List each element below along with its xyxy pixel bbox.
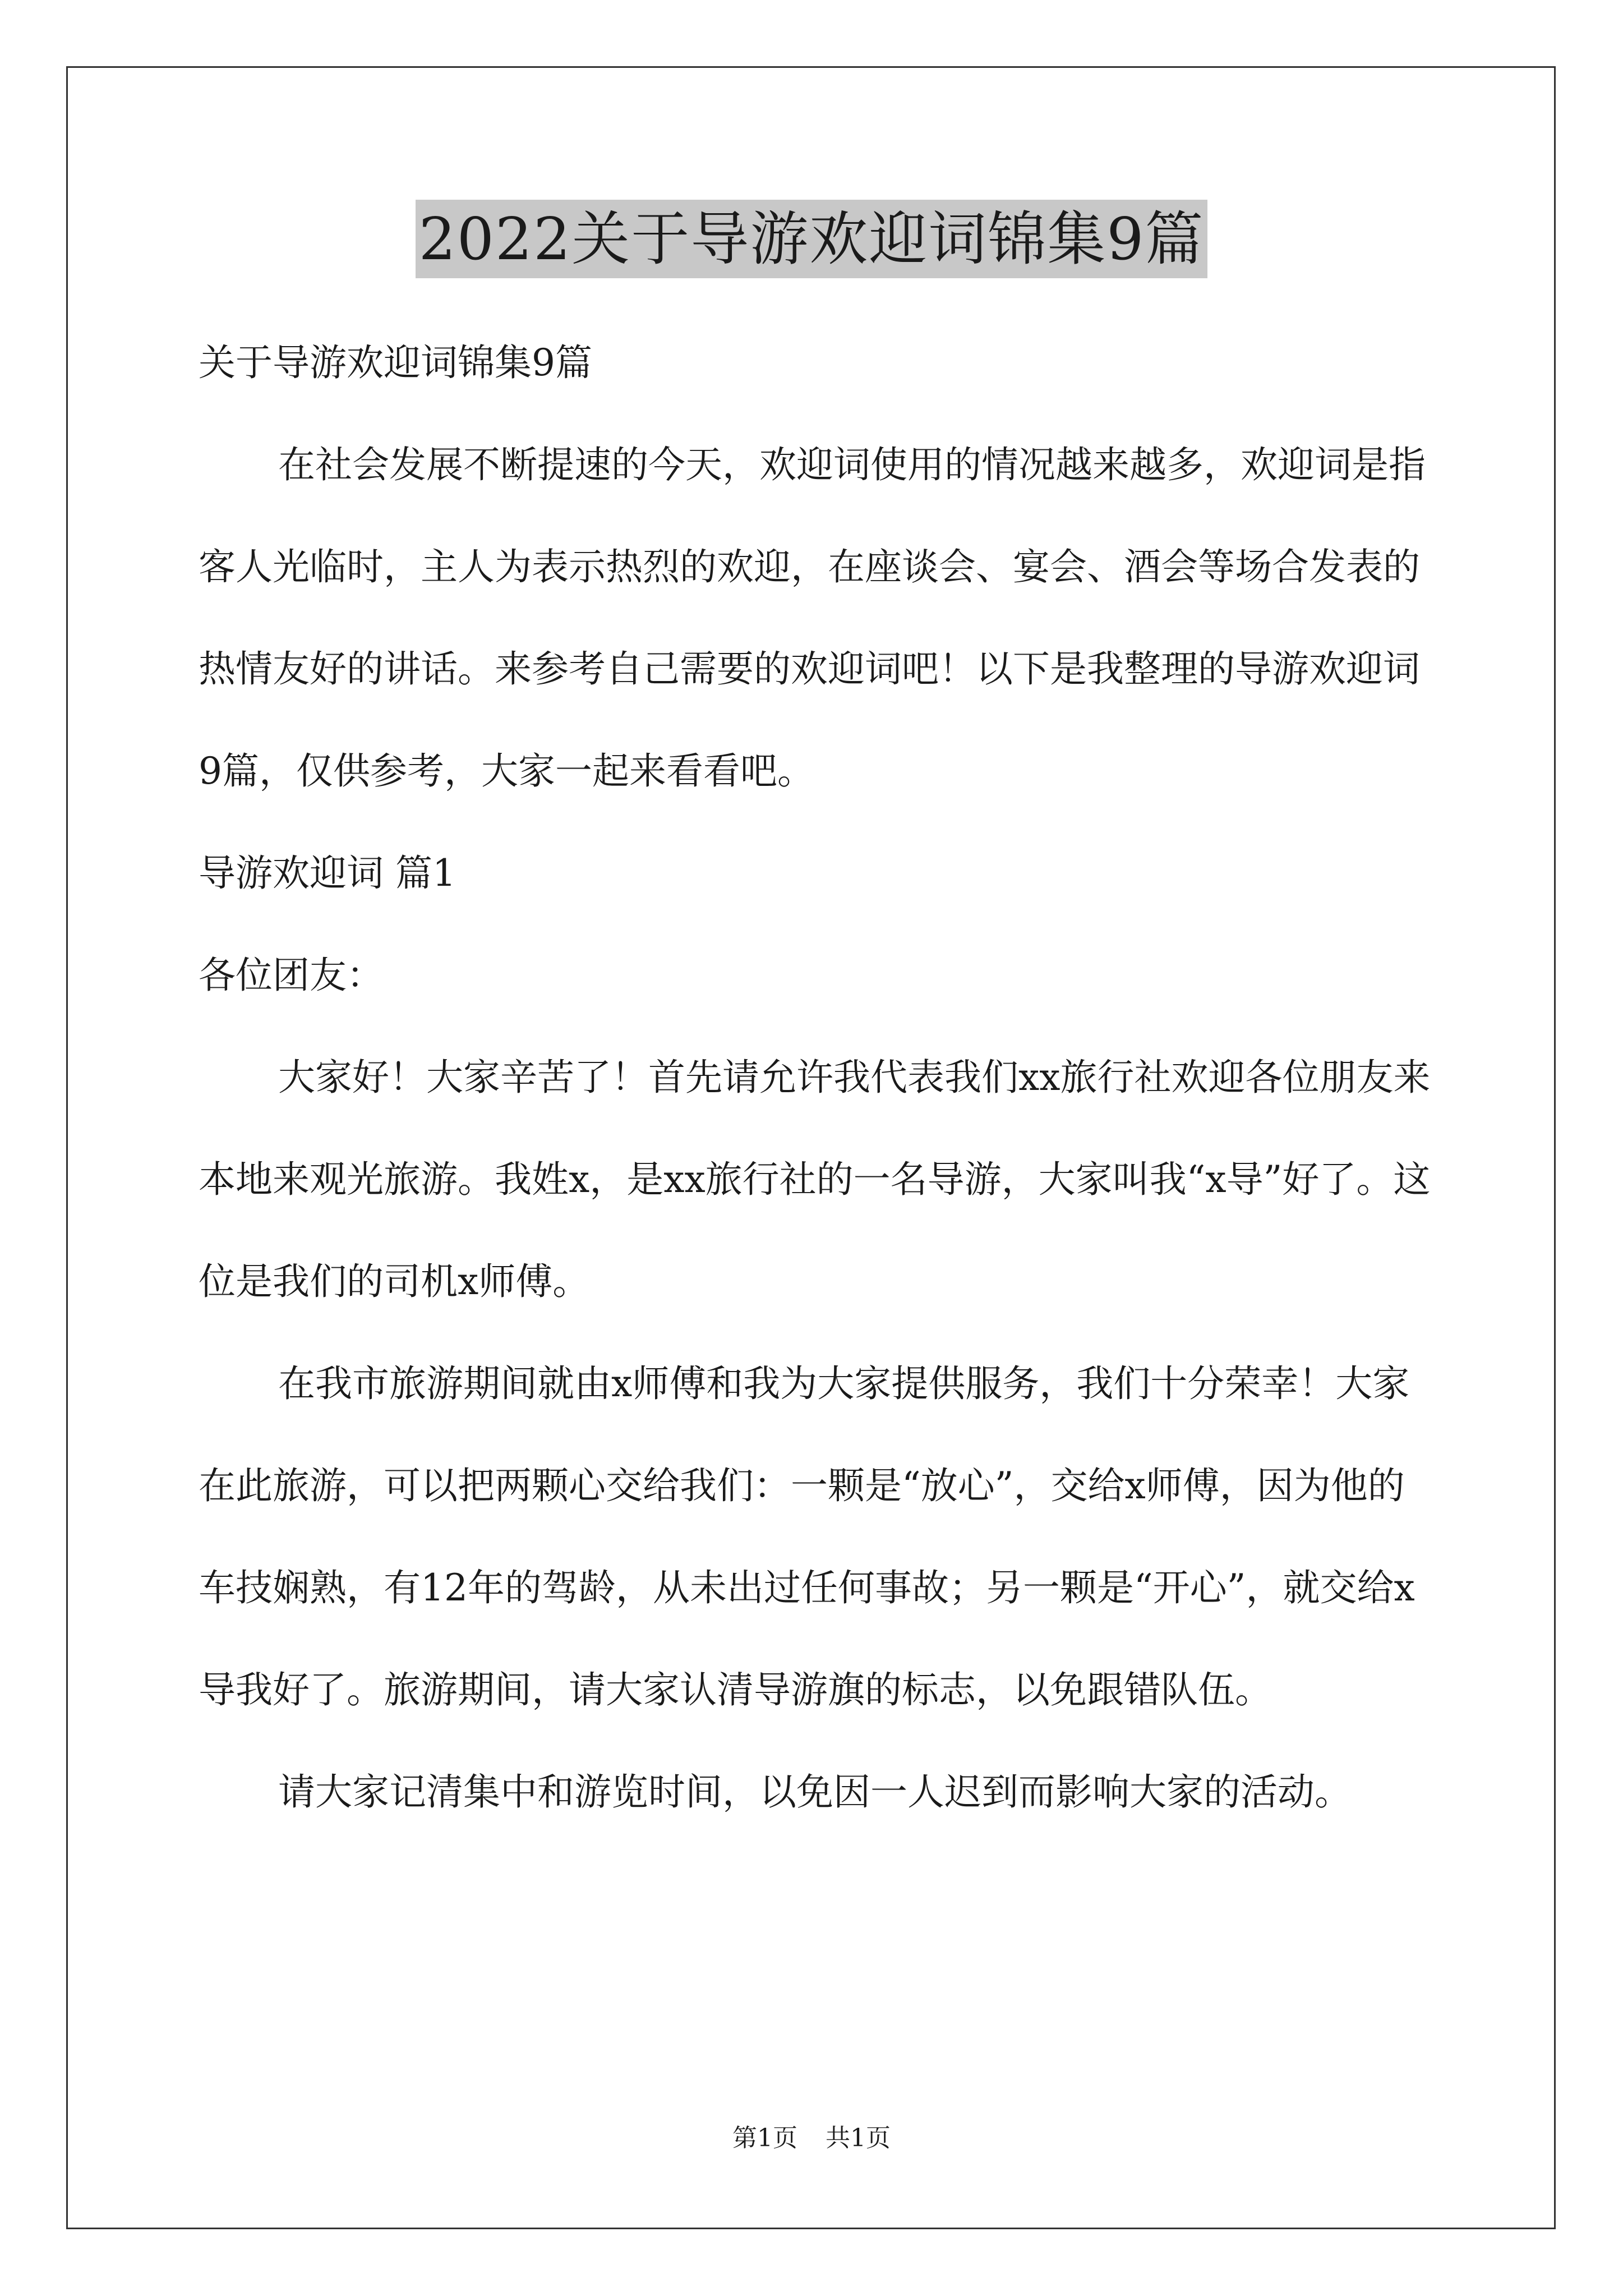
- title-container: [0, 200, 1623, 278]
- page-total: 共1页: [826, 2124, 891, 2152]
- document-body: [199, 312, 1432, 1843]
- salutation: 各位团友：: [199, 954, 384, 997]
- section-heading: 导游欢迎词 篇1: [199, 852, 456, 895]
- page-footer: [0, 2122, 1623, 2155]
- body-paragraph-3: 请大家记清集中和游览时间，以免因一人迟到而影响大家的活动。: [278, 1770, 1352, 1814]
- body-paragraph-2: 在我市旅游期间就由x师傅和我为大家提供服务，我们十分荣幸！大家在此旅游，可以把两颗心交给我们：一颗是“放心”，交给x师傅，因为他的车技娴熟，有12年的驾龄，从未出过任何事故；另一颗是“开心”，就交给x导我好了。旅游期间，请大家认清导游旗的标志，以免跟错队伍。: [199, 1362, 1415, 1711]
- document-title: 2022关于导游欢迎词锦集9篇: [416, 200, 1208, 278]
- document-subtitle: 关于导游欢迎词锦集9篇: [199, 341, 592, 384]
- body-paragraph-1: 大家好！大家辛苦了！首先请允许我代表我们xx旅行社欢迎各位朋友来本地来观光旅游。我姓x，是xx旅行社的一名导游，大家叫我“x导”好了。这位是我们的司机x师傅。: [199, 1056, 1431, 1303]
- intro-paragraph: 在社会发展不断提速的今天，欢迎词使用的情况越来越多，欢迎词是指客人光临时，主人为表示热烈的欢迎，在座谈会、宴会、酒会等场合发表的热情友好的讲话。来参考自己需要的欢迎词吧！以下是我整理的导游欢迎词9篇，仅供参考，大家一起来看看吧。: [199, 443, 1426, 793]
- page-number: 第1页: [732, 2124, 797, 2152]
